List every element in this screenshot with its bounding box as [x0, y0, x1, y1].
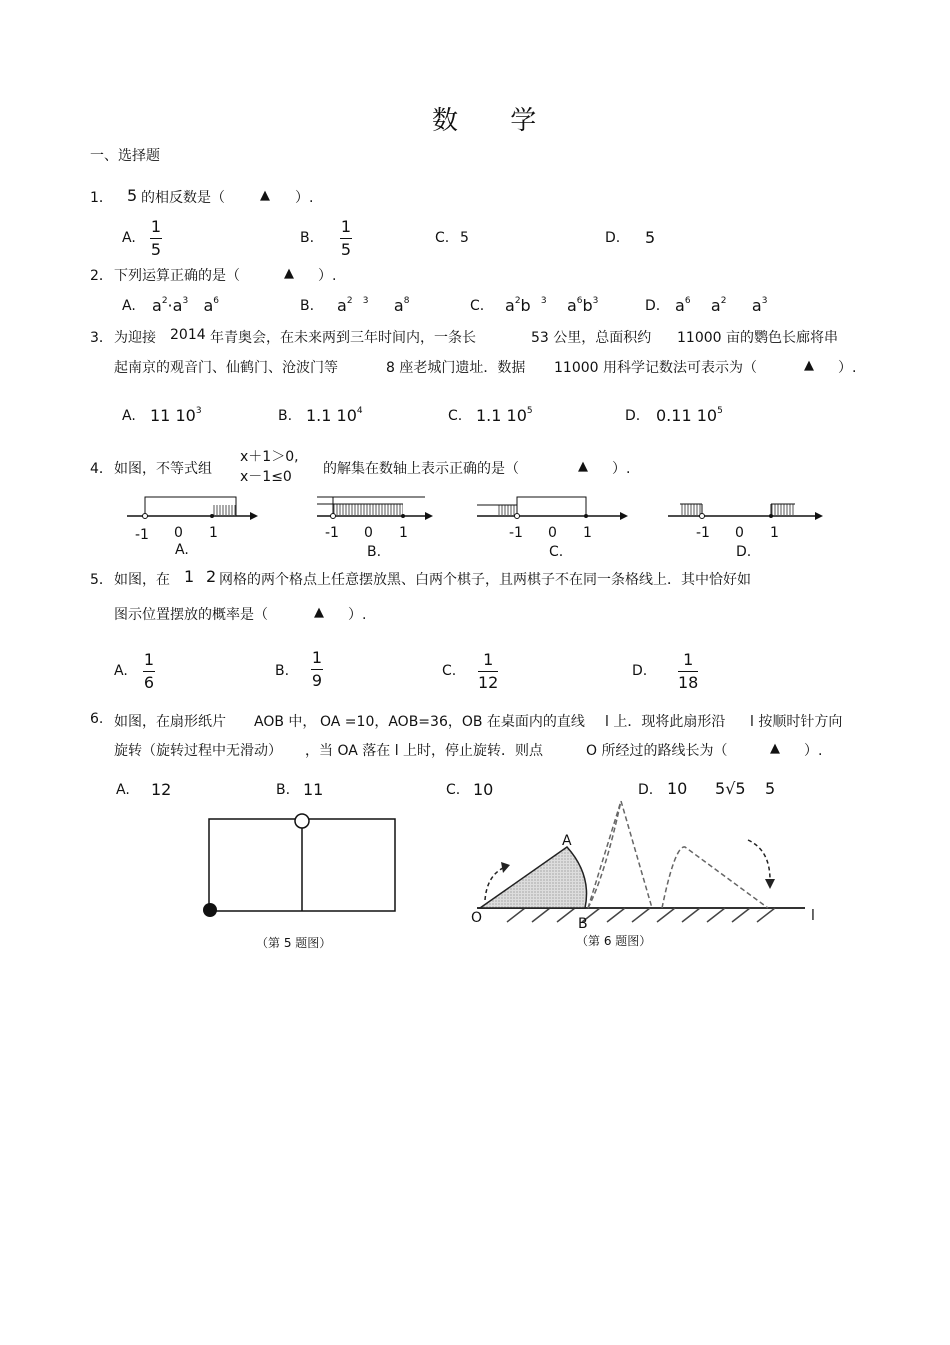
- answer-blank-triangle-icon: ▲: [260, 188, 270, 203]
- option-a-label: A.: [114, 663, 128, 679]
- arrowhead-icon: [501, 862, 510, 873]
- denominator: 9: [311, 671, 323, 690]
- option-c-label: C.: [549, 544, 564, 560]
- q4-number: 4．: [90, 461, 113, 477]
- option-c-expr: 1.1 $10^5$: [476, 406, 533, 425]
- option-d-label: D.: [736, 544, 752, 560]
- number-line-b: [317, 497, 433, 520]
- arrowhead-icon: [765, 879, 775, 889]
- point-o-label: O: [471, 910, 483, 926]
- option-d-expr: 0.11 $10^5$: [656, 406, 723, 425]
- q3-text: 53 公里，总面积约: [531, 330, 652, 346]
- q4-stem: 如图，不等式组: [114, 461, 212, 477]
- option-c-label: C.: [448, 408, 463, 424]
- option-d-label: D.: [605, 230, 621, 246]
- option-d-value-3: 5: [765, 779, 776, 798]
- numerator: 1: [143, 650, 155, 669]
- q2-number: 2．: [90, 268, 113, 284]
- denominator: 5: [150, 240, 162, 259]
- q6-text: O 所经过的路线长为（: [586, 743, 728, 759]
- tick-label: 1: [583, 525, 592, 541]
- answer-blank-triangle-icon: ▲: [770, 741, 780, 756]
- option-c-value: 10: [473, 780, 494, 799]
- tick-label: -1: [135, 527, 149, 543]
- option-a-label: A.: [122, 298, 136, 314]
- sector-aob: [480, 847, 587, 908]
- option-b-fraction: [340, 218, 352, 259]
- q3-end: ）.: [838, 360, 857, 376]
- option-a-label: A.: [122, 408, 136, 424]
- option-c-label: C.: [470, 298, 485, 314]
- q5-figure-caption: （第 5 题图）: [256, 936, 332, 950]
- option-c-label: C.: [442, 663, 457, 679]
- q1-number: 1．: [90, 190, 113, 206]
- option-c-expr: $a^2b$ $^3$ $a^6b^3$: [505, 296, 599, 315]
- q5-text: 网格的两个格点上任意摆放黑、白两个棋子，且两棋子不在同一条格线上．其中恰好如: [219, 572, 751, 588]
- q6-text: l 按顺时针方向: [750, 714, 843, 730]
- denominator: 18: [678, 673, 699, 692]
- numerator: 1: [340, 217, 352, 236]
- section-heading: 一、选择题: [90, 148, 160, 164]
- option-b-expr: 1.1 $10^4$: [306, 406, 363, 425]
- option-b-fraction: [311, 649, 323, 690]
- sector-rotated-2: [662, 847, 768, 908]
- line-l-label: l: [811, 908, 815, 924]
- q3-text: 8 座老城门遗址．数据: [386, 360, 526, 376]
- numerator: 1: [311, 648, 323, 667]
- q4-stem: 的解集在数轴上表示正确的是（: [323, 461, 519, 477]
- q2-end: ）.: [318, 268, 337, 284]
- option-b-expr: $a^2$ $^3$ $a^8$: [337, 296, 410, 315]
- tick-label: 0: [548, 525, 557, 541]
- q3-text: 2014: [170, 327, 206, 343]
- option-a-label: A.: [122, 230, 136, 246]
- option-a-label: A.: [175, 542, 189, 558]
- option-b-label: B.: [367, 544, 382, 560]
- option-d-label: D.: [632, 663, 648, 679]
- q6-text: AOB 中，: [254, 714, 317, 730]
- option-a-label: A.: [116, 782, 130, 798]
- page-title: 数 学: [432, 106, 559, 136]
- black-piece: [203, 903, 217, 917]
- tick-label: -1: [696, 525, 710, 541]
- tick-label: 1: [770, 525, 779, 541]
- q5-text: 图示位置摆放的概率是（: [114, 607, 268, 623]
- option-d-value: 5: [645, 228, 656, 247]
- option-b-label: B.: [300, 298, 315, 314]
- q6-text: 旋转（旋转过程中无滑动）: [114, 743, 282, 759]
- denominator: 5: [340, 240, 352, 259]
- option-c-label: C.: [435, 230, 450, 246]
- number-line-a: [127, 497, 258, 520]
- option-b-label: B.: [276, 782, 291, 798]
- option-c-value: 5: [460, 230, 469, 246]
- tick-label: 0: [174, 525, 183, 541]
- option-d-fraction: [678, 651, 698, 692]
- option-a-expr: $a^2\cdot a^3$ $a^6$: [152, 296, 219, 315]
- option-d-label: D.: [638, 782, 654, 798]
- q1-end: ）.: [295, 190, 314, 206]
- q6-text: 如图，在扇形纸片: [114, 714, 226, 730]
- q6-number: 6.: [90, 711, 104, 727]
- answer-blank-triangle-icon: ▲: [804, 358, 814, 373]
- q5-number: 5．: [90, 572, 113, 588]
- q3-text: 为迎接: [114, 330, 156, 346]
- denominator: 12: [478, 673, 499, 692]
- q3-number: 3．: [90, 330, 113, 346]
- inequality-1: x＋1＞0,: [240, 449, 299, 465]
- option-a-fraction: [143, 651, 155, 692]
- grid-size-2: 2: [206, 567, 217, 586]
- q4-end: ）.: [612, 461, 631, 477]
- option-a-value: 12: [151, 780, 172, 799]
- q3-text: 11000 亩的鹦色长廊将串: [677, 330, 838, 346]
- q5-grid-figure: [200, 810, 400, 920]
- number-line-c: [477, 497, 628, 520]
- tick-label: 0: [364, 525, 373, 541]
- option-a-fraction: [150, 218, 162, 259]
- tick-label: -1: [509, 525, 523, 541]
- q2-stem: 下列运算正确的是（: [114, 268, 240, 284]
- option-c-label: C.: [446, 782, 461, 798]
- answer-blank-triangle-icon: ▲: [314, 605, 324, 620]
- tick-label: 1: [399, 525, 408, 541]
- q5-end: ）.: [348, 607, 367, 623]
- point-b-label: B: [578, 916, 588, 932]
- tick-label: 0: [735, 525, 744, 541]
- option-b-label: B.: [300, 230, 315, 246]
- rotation-arrow-right: [748, 840, 770, 880]
- q1-stem: 的相反数是（: [141, 190, 225, 206]
- answer-blank-triangle-icon: ▲: [284, 266, 294, 281]
- option-b-label: B.: [275, 663, 290, 679]
- numerator: 1: [683, 650, 694, 669]
- q6-end: ）.: [804, 743, 823, 759]
- numerator: 1: [150, 217, 162, 236]
- q6-text: ，当 OA 落在 l 上时，停止旋转．则点: [305, 743, 544, 759]
- ground-hatching: [507, 908, 775, 922]
- q6-text: l 上．现将此扇形沿: [605, 714, 726, 730]
- q6-figure-caption: （第 6 题图）: [576, 934, 652, 948]
- numerator: 1: [483, 650, 494, 669]
- number-line-d: [668, 504, 823, 520]
- answer-blank-triangle-icon: ▲: [578, 459, 588, 474]
- q3-text: 起南京的观音门、仙鹤门、沧波门等: [114, 360, 338, 376]
- inequality-2: x－1≤0: [240, 469, 292, 485]
- point-a-label: A: [562, 833, 572, 849]
- q3-text: 年青奥会，在未来两到三年时间内，一条长: [210, 330, 476, 346]
- denominator: 6: [143, 673, 155, 692]
- q6-text: OA =10，AOB=36，OB 在桌面内的直线: [320, 714, 585, 730]
- tick-label: 1: [209, 525, 218, 541]
- white-piece: [295, 814, 309, 828]
- q1-value: 5: [127, 186, 138, 205]
- option-d-expr: $a^6$ $a^2$ $a^3$: [675, 296, 768, 315]
- sector-rotated-1: [588, 801, 652, 908]
- option-c-fraction: [478, 651, 498, 692]
- option-d-value-2: 5√5: [715, 779, 746, 798]
- q6-sector-figure: [465, 795, 825, 935]
- q3-text: 11000 用科学记数法可表示为（: [554, 360, 757, 376]
- option-b-value: 11: [303, 780, 324, 799]
- option-d-value-1: 10: [667, 779, 688, 798]
- option-d-label: D.: [625, 408, 641, 424]
- grid-size-1: 1: [184, 567, 195, 586]
- option-d-label: D.: [645, 298, 661, 314]
- option-b-label: B.: [278, 408, 293, 424]
- option-a-expr: 11 $10^3$: [150, 406, 202, 425]
- tick-label: -1: [325, 525, 339, 541]
- q5-text: 如图，在: [114, 572, 170, 588]
